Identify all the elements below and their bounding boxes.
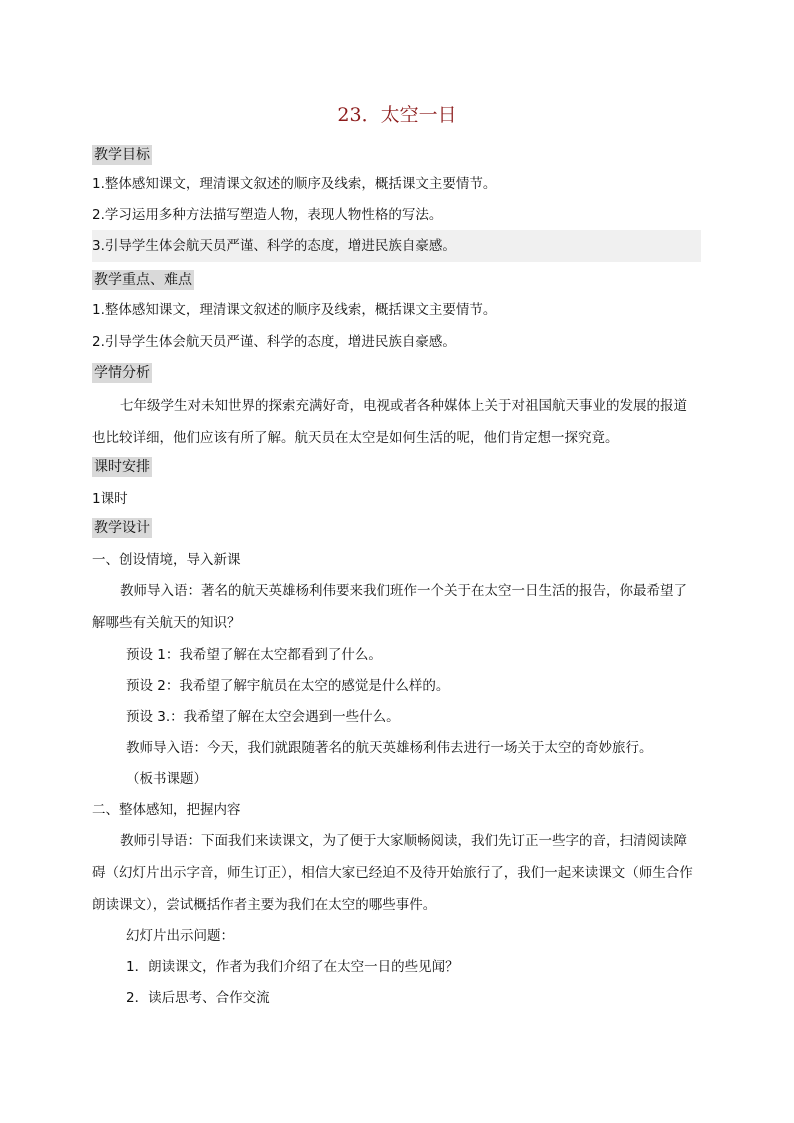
keypoint-item: 2.引导学生体会航天员严谨、科学的态度，增进民族自豪感。 [92, 334, 456, 350]
part1-paragraph: 教师导入语：著名的航天英雄杨利伟要来我们班作一个关于在太空一日生活的报告，你最希望了解哪些有关航天的知识？ [92, 583, 687, 631]
section-heading-analysis: 学情分析 [94, 365, 150, 381]
board-note: （板书课题） [126, 771, 207, 787]
preset-item: 预设 3.：我希望了解在太空会遇到一些什么。 [126, 709, 400, 725]
part1-title: 一、创设情境，导入新课 [92, 552, 241, 568]
goal-item: 1.整体感知课文，理清课文叙述的顺序及线索，概括课文主要情节。 [92, 176, 497, 192]
goal-item: 3.引导学生体会航天员严谨、科学的态度，增进民族自豪感。 [92, 238, 456, 254]
keypoint-item: 1.整体感知课文，理清课文叙述的顺序及线索，概括课文主要情节。 [92, 302, 497, 318]
goal-item: 2.学习运用多种方法描写塑造人物，表现人物性格的写法。 [92, 207, 443, 223]
part2-paragraph: 教师引导语：下面我们来读课文，为了便于大家顺畅阅读，我们先订正一些字的音，扫清阅读障碍（幻灯片出示字音，师生订正），相信大家已经迫不及待开始旅行了，我们一起来读课文（师生合作朗读课文），尝试概括作者主要为我们在太空的哪些事件。 [92, 833, 693, 913]
slide-label: 幻灯片出示问题： [126, 928, 234, 944]
question-item: 1．朗读课文，作者为我们介绍了在太空一日的些见闻？ [126, 959, 459, 975]
analysis-paragraph: 七年级学生对未知世界的探索充满好奇，电视或者各种媒体上关于对祖国航天事业的发展的报道也比较详细，他们应该有所了解。航天员在太空是如何生活的呢，他们肯定想一探究竟。 [92, 398, 687, 446]
preset-item: 预设 2：我希望了解宇航员在太空的感觉是什么样的。 [126, 678, 450, 694]
intro-text: 教师导入语：今天，我们就跟随著名的航天英雄杨利伟去进行一场关于太空的奇妙旅行。 [126, 740, 653, 756]
part2-title: 二、整体感知，把握内容 [92, 802, 241, 818]
section-heading-goals: 教学目标 [94, 147, 150, 163]
section-heading-design: 教学设计 [94, 520, 150, 536]
question-item: 2．读后思考、合作交流 [126, 990, 270, 1006]
section-heading-keypoints: 教学重点、难点 [94, 272, 192, 288]
preset-item: 预设 1：我希望了解在太空都看到了什么。 [126, 647, 382, 663]
section-heading-schedule: 课时安排 [94, 459, 150, 475]
page-title: 23．太空一日 [337, 104, 457, 126]
schedule-text: 1课时 [92, 491, 128, 507]
